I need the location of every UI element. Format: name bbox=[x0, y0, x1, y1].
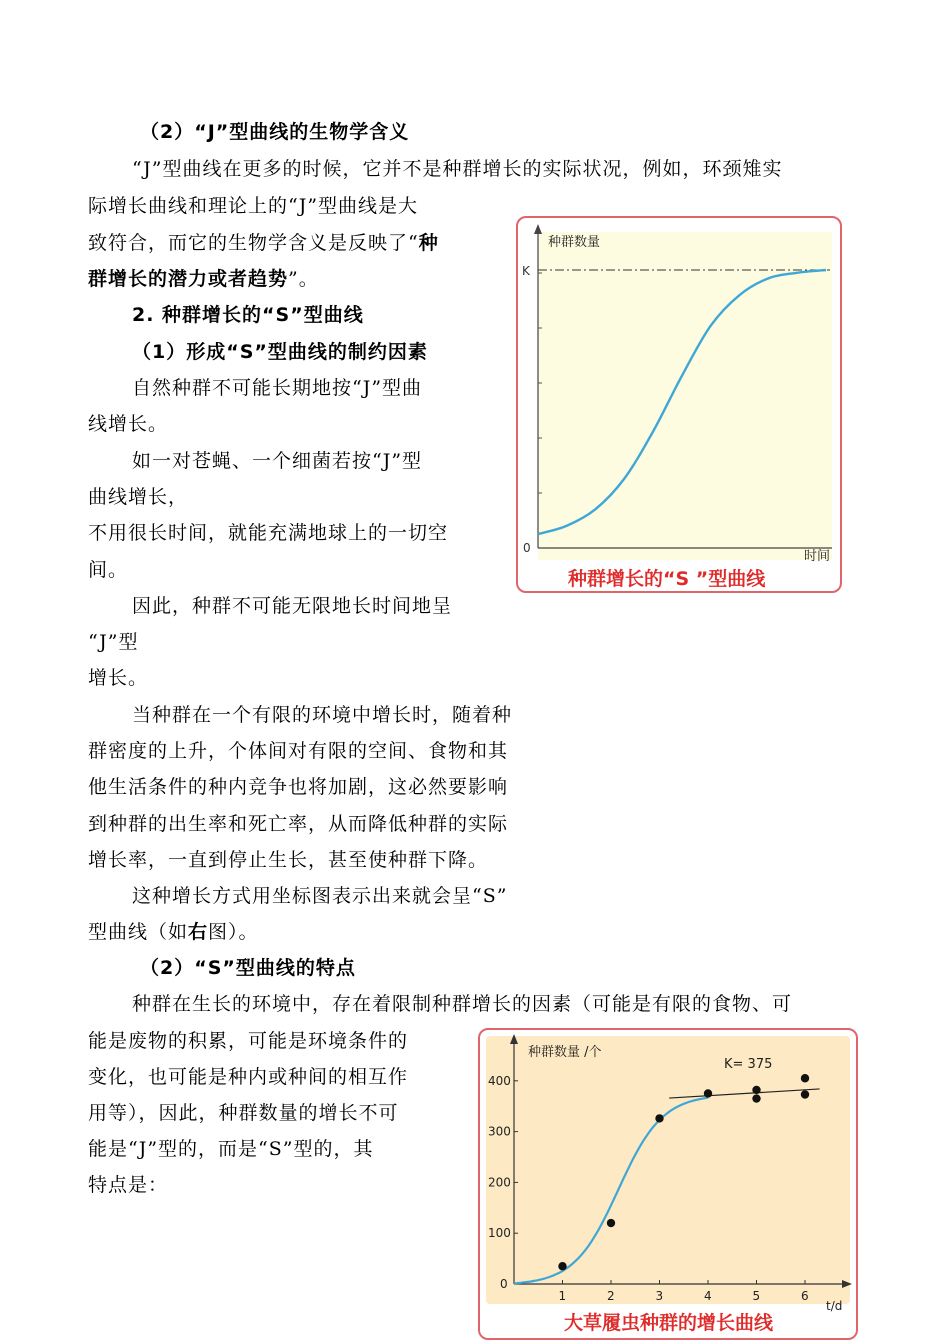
x-tick-label: 1 bbox=[558, 1289, 567, 1303]
figure1-caption: 种群增长的“S ”型曲线 bbox=[568, 568, 766, 590]
paragraph-line: 用等），因此，种群数量的增长不可 bbox=[88, 1102, 399, 1124]
paragraph-line: 变化，也可能是种内或种间的相互作 bbox=[88, 1066, 409, 1088]
paragraph-line bbox=[88, 920, 259, 944]
data-point bbox=[801, 1074, 809, 1082]
paragraph-line: 线增长。 bbox=[88, 413, 169, 435]
paragraph-line: “J”型曲线在更多的时候，它并不是种群增长的实际状况，例如，环颈雉实 bbox=[132, 158, 783, 180]
data-point bbox=[801, 1090, 809, 1098]
figure-s-curve bbox=[516, 216, 842, 593]
x-axis-label: t/d bbox=[826, 1299, 843, 1313]
x-tick-label: 0 bbox=[500, 1277, 508, 1291]
text-run: 图）。 bbox=[208, 921, 259, 943]
origin-label: 0 bbox=[523, 541, 531, 555]
emphasis-text: 种 bbox=[418, 232, 439, 254]
paragraph-line: 间。 bbox=[88, 559, 129, 581]
paragraph-line: “J”型 bbox=[88, 631, 139, 653]
x-tick-label: 3 bbox=[655, 1289, 664, 1303]
y-tick-label: 300 bbox=[488, 1124, 511, 1139]
data-point bbox=[607, 1219, 615, 1227]
paragraph-line: 自然种群不可能长期地按“J”型曲 bbox=[132, 377, 423, 399]
figure-paramecium bbox=[478, 1028, 858, 1340]
y-axis-arrow bbox=[534, 224, 542, 234]
paragraph-line: 这种增长方式用坐标图表示出来就会呈“S” bbox=[132, 885, 508, 907]
paragraph-line bbox=[88, 267, 319, 291]
y-axis-label: 种群数量 bbox=[548, 235, 601, 250]
x-tick-label: 2 bbox=[607, 1289, 615, 1303]
k-annotation: K= 375 bbox=[724, 1057, 773, 1072]
x-tick-label: 4 bbox=[704, 1289, 712, 1303]
heading-s-factors: （1）形成“S”型曲线的制约因素 bbox=[132, 341, 428, 363]
data-point bbox=[752, 1086, 760, 1094]
plot-area bbox=[486, 1036, 850, 1304]
figure2-caption: 大草履虫种群的增长曲线 bbox=[564, 1312, 774, 1334]
text-run: 致符合，而它的生物学含义是反映了“ bbox=[88, 232, 419, 254]
emphasis-text: 右 bbox=[188, 921, 209, 943]
heading-s-curve: 2. 种群增长的“S”型曲线 bbox=[132, 304, 364, 326]
paragraph-line: 增长率，一直到停止生长，甚至使种群下降。 bbox=[88, 849, 489, 871]
y-tick-label: 100 bbox=[488, 1226, 511, 1241]
data-point bbox=[558, 1262, 566, 1270]
s-curve-chart bbox=[518, 218, 840, 591]
paragraph-line: 群密度的上升，个体间对有限的空间、食物和其 bbox=[88, 740, 509, 762]
text-run: ”。 bbox=[288, 268, 319, 290]
data-point bbox=[655, 1114, 663, 1122]
paragraph-line: 到种群的出生率和死亡率，从而降低种群的实际 bbox=[88, 813, 509, 835]
y-tick-label: 200 bbox=[488, 1175, 511, 1190]
paragraph-line: 曲线增长， bbox=[88, 486, 189, 508]
heading-j-meaning: （2）“J”型曲线的生物学含义 bbox=[140, 121, 410, 143]
paragraph-line: 特点是： bbox=[88, 1174, 169, 1196]
heading-s-features: （2）“S”型曲线的特点 bbox=[140, 957, 356, 979]
x-tick-label: 6 bbox=[801, 1289, 809, 1303]
paragraph-line bbox=[88, 231, 439, 255]
y-axis-label: 种群数量 /个 bbox=[528, 1045, 602, 1060]
data-point bbox=[704, 1089, 712, 1097]
plot-area bbox=[538, 232, 832, 560]
paragraph-line: 能是“J”型的，而是“S”型的，其 bbox=[88, 1138, 374, 1160]
paragraph-line: 种群在生长的环境中，存在着限制种群增长的因素（可能是有限的食物、可 bbox=[132, 993, 793, 1015]
paragraph-line: 增长。 bbox=[88, 667, 149, 689]
paragraph-line: 如一对苍蝇、一个细菌若按“J”型 bbox=[132, 450, 423, 472]
paragraph-line: 他生活条件的种内竞争也将加剧，这必然要影响 bbox=[88, 776, 509, 798]
emphasis-text: 群增长的潜力或者趋势 bbox=[88, 268, 289, 290]
paragraph-line: 不用很长时间，就能充满地球上的一切空 bbox=[88, 522, 449, 544]
text-run: 型曲线（如 bbox=[88, 921, 189, 943]
paragraph-line: 因此，种群不可能无限地长时间地呈 bbox=[132, 595, 453, 617]
data-point bbox=[752, 1094, 760, 1102]
paramecium-chart bbox=[480, 1030, 856, 1338]
k-label: K bbox=[522, 264, 530, 278]
paragraph-line: 当种群在一个有限的环境中增长时，随着种 bbox=[132, 704, 513, 726]
x-tick-label: 5 bbox=[752, 1289, 761, 1303]
paragraph-line: 能是废物的积累，可能是环境条件的 bbox=[88, 1030, 409, 1052]
y-tick-label: 400 bbox=[488, 1073, 511, 1088]
paragraph-line: 际增长曲线和理论上的“J”型曲线是大 bbox=[88, 195, 419, 217]
x-axis-label: 时间 bbox=[804, 549, 831, 564]
